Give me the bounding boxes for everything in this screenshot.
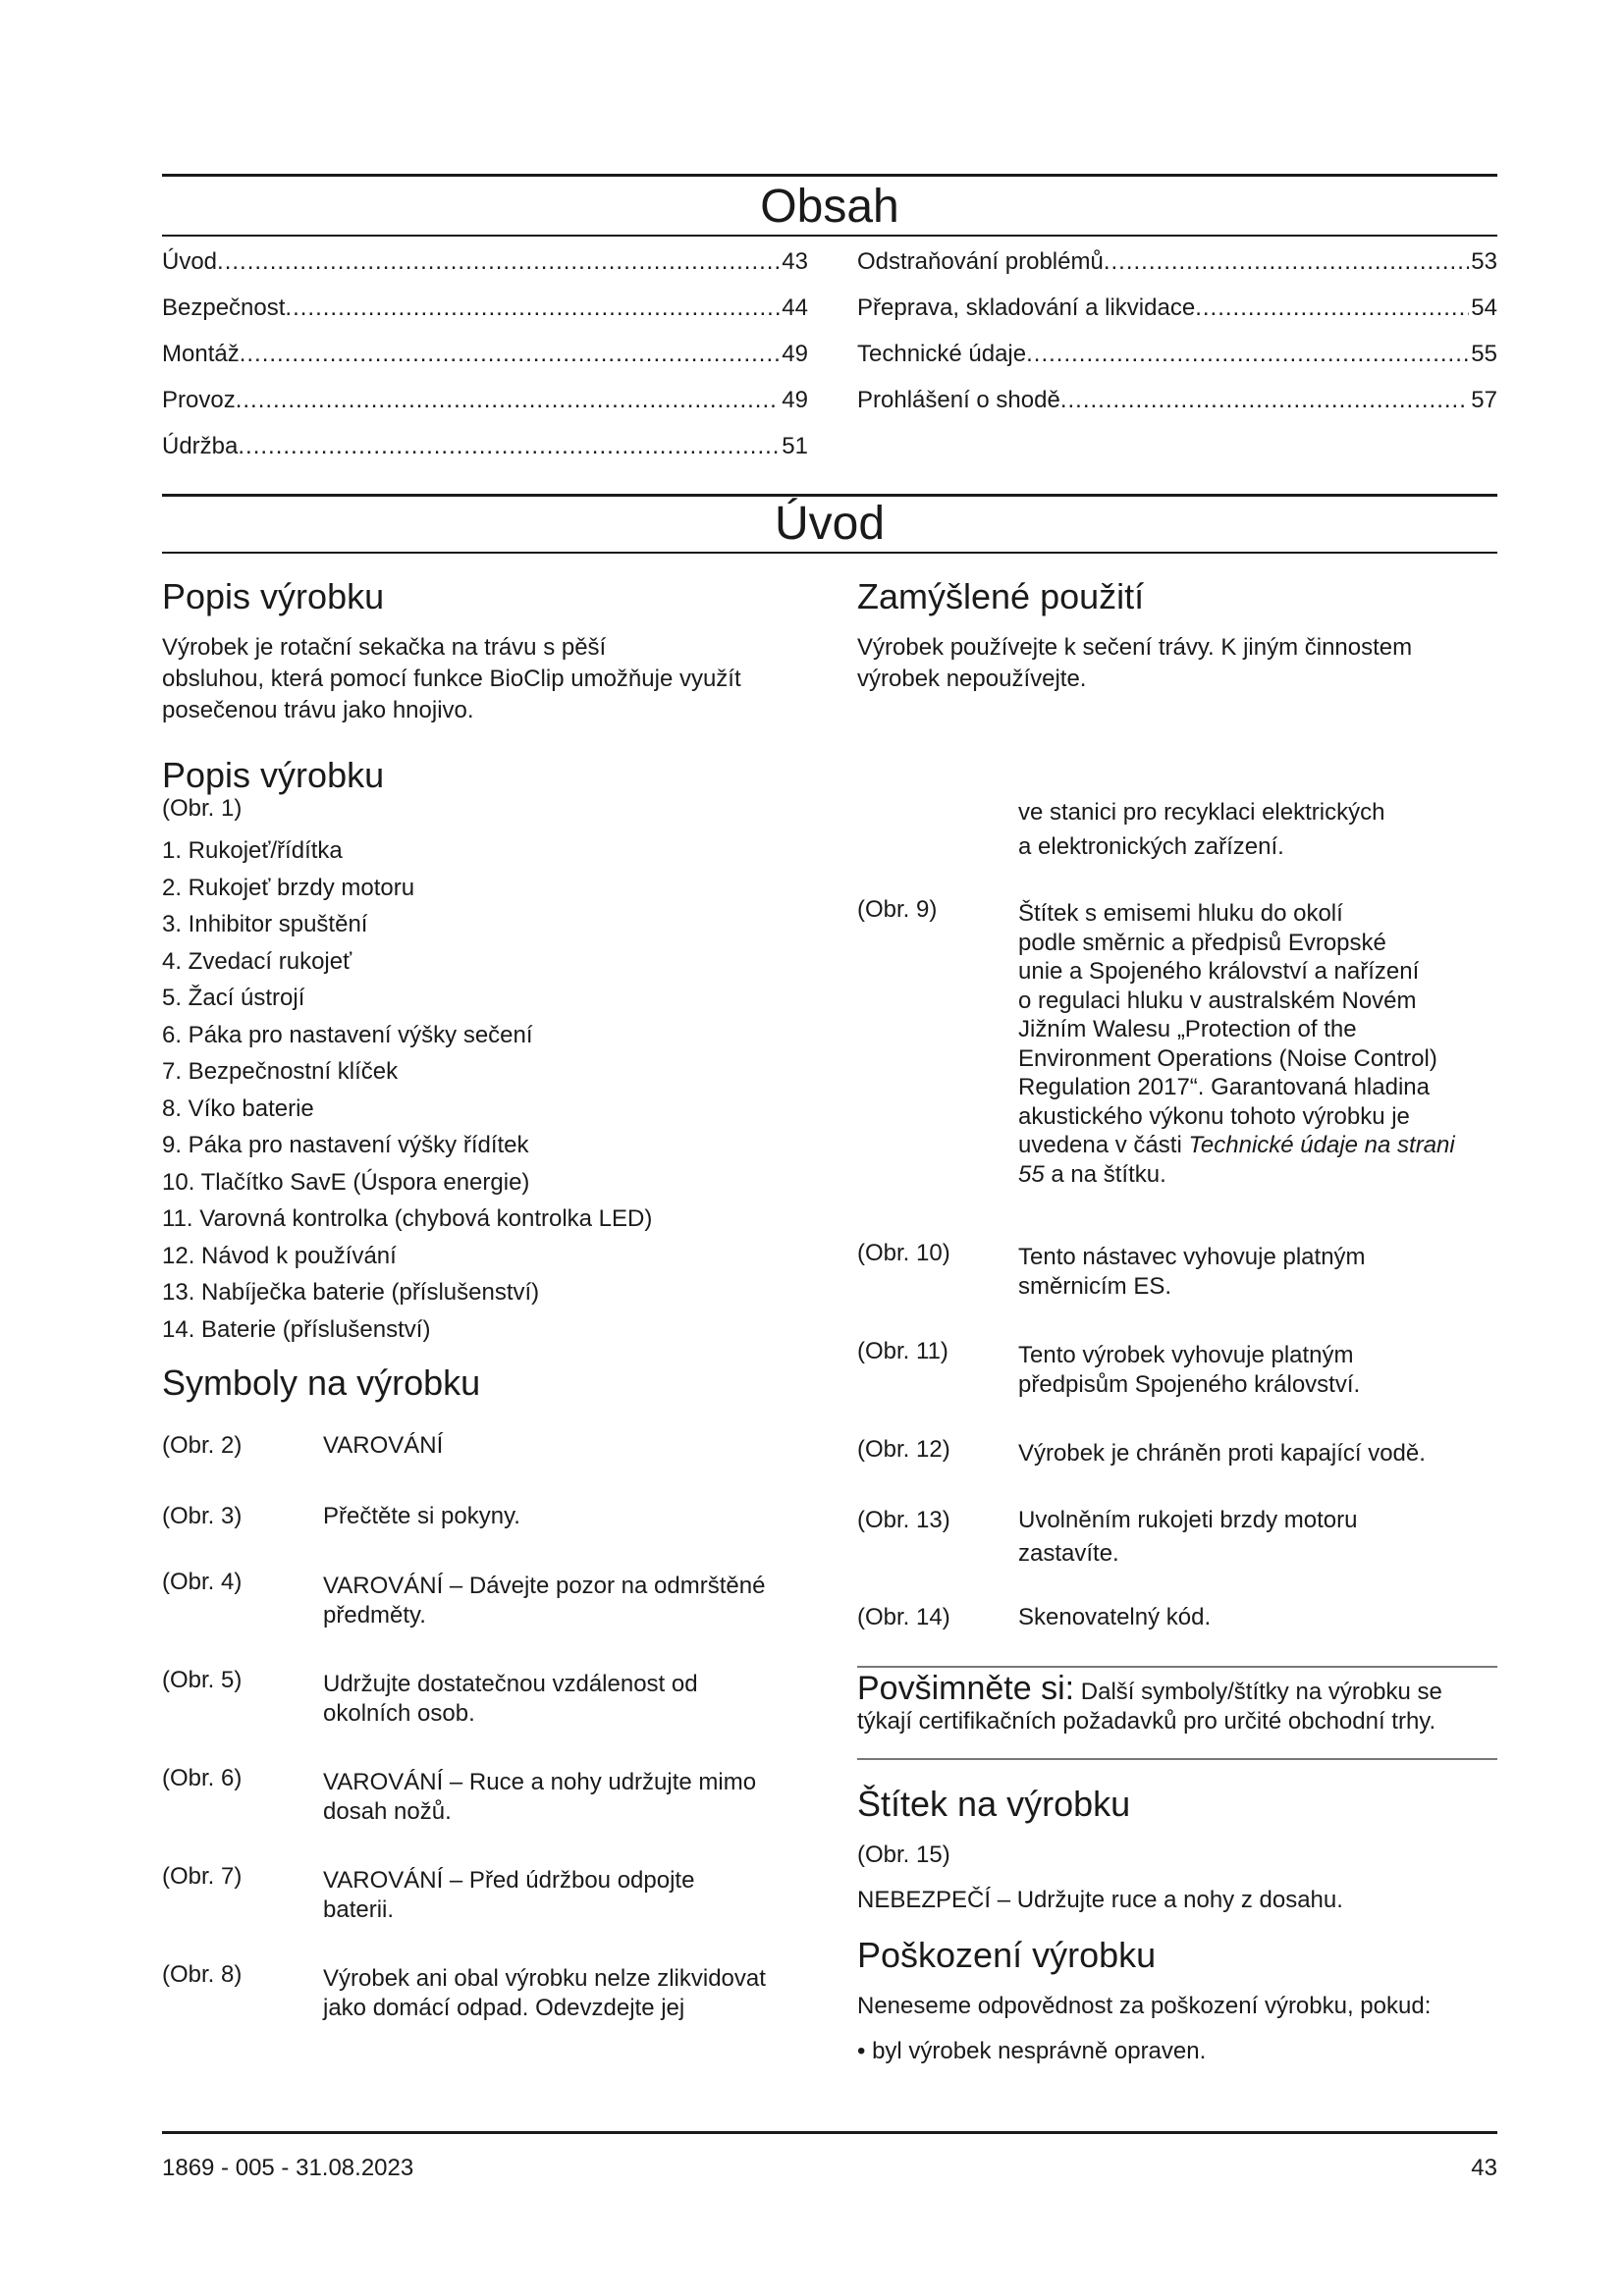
list-item: 1. Rukojeť/řídítka <box>162 837 343 864</box>
product-damage-text: Neneseme odpovědnost za poškození výrobku, pokud: <box>857 1993 1432 2019</box>
product-description-line: Výrobek je rotační sekačka na trávu s pěší <box>162 634 607 661</box>
toc-entry[interactable]: Provoz ..... 49 <box>162 387 808 433</box>
parts-figure-ref: (Obr. 1) <box>162 795 243 822</box>
list-item: 3. Inhibitor spuštění <box>162 911 368 937</box>
toc-entry[interactable]: Montáž ..... 49 <box>162 341 808 387</box>
list-item: 14. Baterie (příslušenství) <box>162 1315 431 1343</box>
note-label: Povšimněte si: <box>857 1670 1075 1707</box>
intended-use-line: výrobek nepoužívejte. <box>857 666 1087 692</box>
product-description-line: posečenou trávu jako hnojivo. <box>162 697 474 723</box>
symbol-row: (Obr. 3) Přečtěte si pokyny. <box>162 1503 520 1529</box>
product-description-line: obsluhou, která pomocí funkce BioClip umožňuje využít <box>162 666 741 692</box>
symbols-heading: Symboly na výrobku <box>162 1362 481 1403</box>
toc-entry[interactable]: Odstraňování problémů ..... 53 <box>857 248 1497 294</box>
intended-use <box>857 575 1505 695</box>
tech-data-link[interactable]: Technické údaje na strani <box>1188 1132 1455 1158</box>
toc-top-rule <box>162 174 1497 177</box>
list-item: 4. Zvedací rukojeť <box>162 947 352 975</box>
symbol-row: (Obr. 5) Udržujte dostatečnou vzdálenost od okolních osob. <box>162 1667 698 1727</box>
toc-left <box>162 248 808 479</box>
symbol-row: (Obr. 2) VAROVÁNÍ <box>162 1432 444 1459</box>
list-item: 7. Bezpečnostní klíček <box>162 1058 399 1085</box>
toc-right <box>857 248 1497 433</box>
footer-doc-id: 1869 - 005 - 31.08.2023 <box>162 2155 414 2181</box>
product-damage-section <box>857 1934 1497 2067</box>
list-item: 9. Páka pro nastavení výšky řídítek <box>162 1132 529 1158</box>
intended-use-heading: Zamýšlené použití <box>857 576 1145 616</box>
note-box: Povšimněte si: Další symboly/štítky na výrobku se týkají certifikačních požadavků pro určité obchodní trhy. <box>857 1670 1442 1735</box>
parts-heading: Popis výrobku <box>162 755 385 795</box>
symbol-row: (Obr. 6) VAROVÁNÍ – Ruce a nohy udržujte mimo dosah nožů. <box>162 1765 757 1825</box>
symbol-row: (Obr. 8) Výrobek ani obal výrobku nelze zlikvidovat jako domácí odpad. Odevzdejte jej <box>162 1961 766 2021</box>
list-item: 5. Žací ústrojí <box>162 985 305 1011</box>
symbol-row: (Obr. 13) Uvolněním rukojeti brzdy motoru zastavíte. <box>857 1507 1358 1567</box>
intro-bottom-rule <box>162 552 1497 554</box>
list-item: 12. Návod k používání <box>162 1242 397 1269</box>
symbol-row: (Obr. 9) Štítek s emisemi hluku do okolí podle směrnic a předpisů Evropské unie a Spojeného království a nařízení o regulaci hluku v australském Novém Jižním Walesu „Protection of the Environment Operations (Noise Control) Regulation 2017“. Garantovaná hladina akustického výkonu tohoto výrobku je uvedena v části Technické údaje na strani 55 a na štítku. <box>857 896 1455 1188</box>
toc-entry[interactable]: Úvod ..... 43 <box>162 248 808 294</box>
symbol-row: (Obr. 11) Tento výrobek vyhovuje platným předpisům Spojeného království. <box>857 1338 1361 1398</box>
list-item: 11. Varovná kontrolka (chybová kontrolka LED) <box>162 1205 653 1232</box>
product-label-ref: (Obr. 15) <box>857 1842 950 1868</box>
list-item: 10. Tlačítko SavE (Úspora energie) <box>162 1168 530 1196</box>
list-item: 8. Víko baterie <box>162 1095 314 1122</box>
symbol-row: (Obr. 10) Tento nástavec vyhovuje platným směrnicím ES. <box>857 1240 1366 1300</box>
product-description-heading: Popis výrobku <box>162 576 385 616</box>
toc-title: Obsah <box>760 181 899 233</box>
note-bottom-rule <box>857 1758 1497 1760</box>
symbol-row: (Obr. 14) Skenovatelný kód. <box>857 1604 1212 1630</box>
toc-entry[interactable]: Přeprava, skladování a likvidace ..... 54 <box>857 294 1497 341</box>
tech-data-link-page[interactable]: 55 <box>1018 1160 1045 1188</box>
footer-rule <box>162 2131 1497 2134</box>
product-label-section <box>857 1783 1497 1916</box>
intended-use-line: Výrobek používejte k sečení trávy. K jiným činnostem <box>857 634 1413 661</box>
product-damage-heading: Poškození výrobku <box>857 1935 1157 1975</box>
product-damage-bullet: • byl výrobek nesprávně opraven. <box>857 2038 1207 2064</box>
intro-title: Úvod <box>774 498 886 550</box>
symbol-continuation: ve stanici pro recyklaci elektrických a elektronických zařízení. <box>1018 799 1385 860</box>
list-item: 6. Páka pro nastavení výšky sečení <box>162 1021 533 1048</box>
list-item: 13. Nabíječka baterie (příslušenství) <box>162 1279 540 1306</box>
list-item: 2. Rukojeť brzdy motoru <box>162 874 415 901</box>
product-label-heading: Štítek na výrobku <box>857 1784 1131 1824</box>
toc-entry[interactable]: Bezpečnost ..... 44 <box>162 294 808 341</box>
footer-page-number: 43 <box>1471 2155 1497 2181</box>
toc-bottom-rule <box>162 235 1497 237</box>
parts-list <box>162 832 810 1348</box>
parts-section <box>162 754 810 1348</box>
symbol-row: (Obr. 7) VAROVÁNÍ – Před údržbou odpojte baterii. <box>162 1863 695 1923</box>
toc-entry[interactable]: Údržba ..... 51 <box>162 433 808 479</box>
symbol-row: (Obr. 4) VAROVÁNÍ – Dávejte pozor na odmrštěné předměty. <box>162 1569 766 1629</box>
product-description <box>162 575 810 726</box>
toc-entry[interactable]: Technické údaje ..... 55 <box>857 341 1497 387</box>
product-label-text: NEBEZPEČÍ – Udržujte ruce a nohy z dosahu. <box>857 1887 1343 1913</box>
note-top-rule <box>857 1666 1497 1668</box>
toc-entry[interactable]: Prohlášení o shodě ..... 57 <box>857 387 1497 433</box>
symbol-row: (Obr. 12) Výrobek je chráněn proti kapající vodě. <box>857 1436 1426 1467</box>
